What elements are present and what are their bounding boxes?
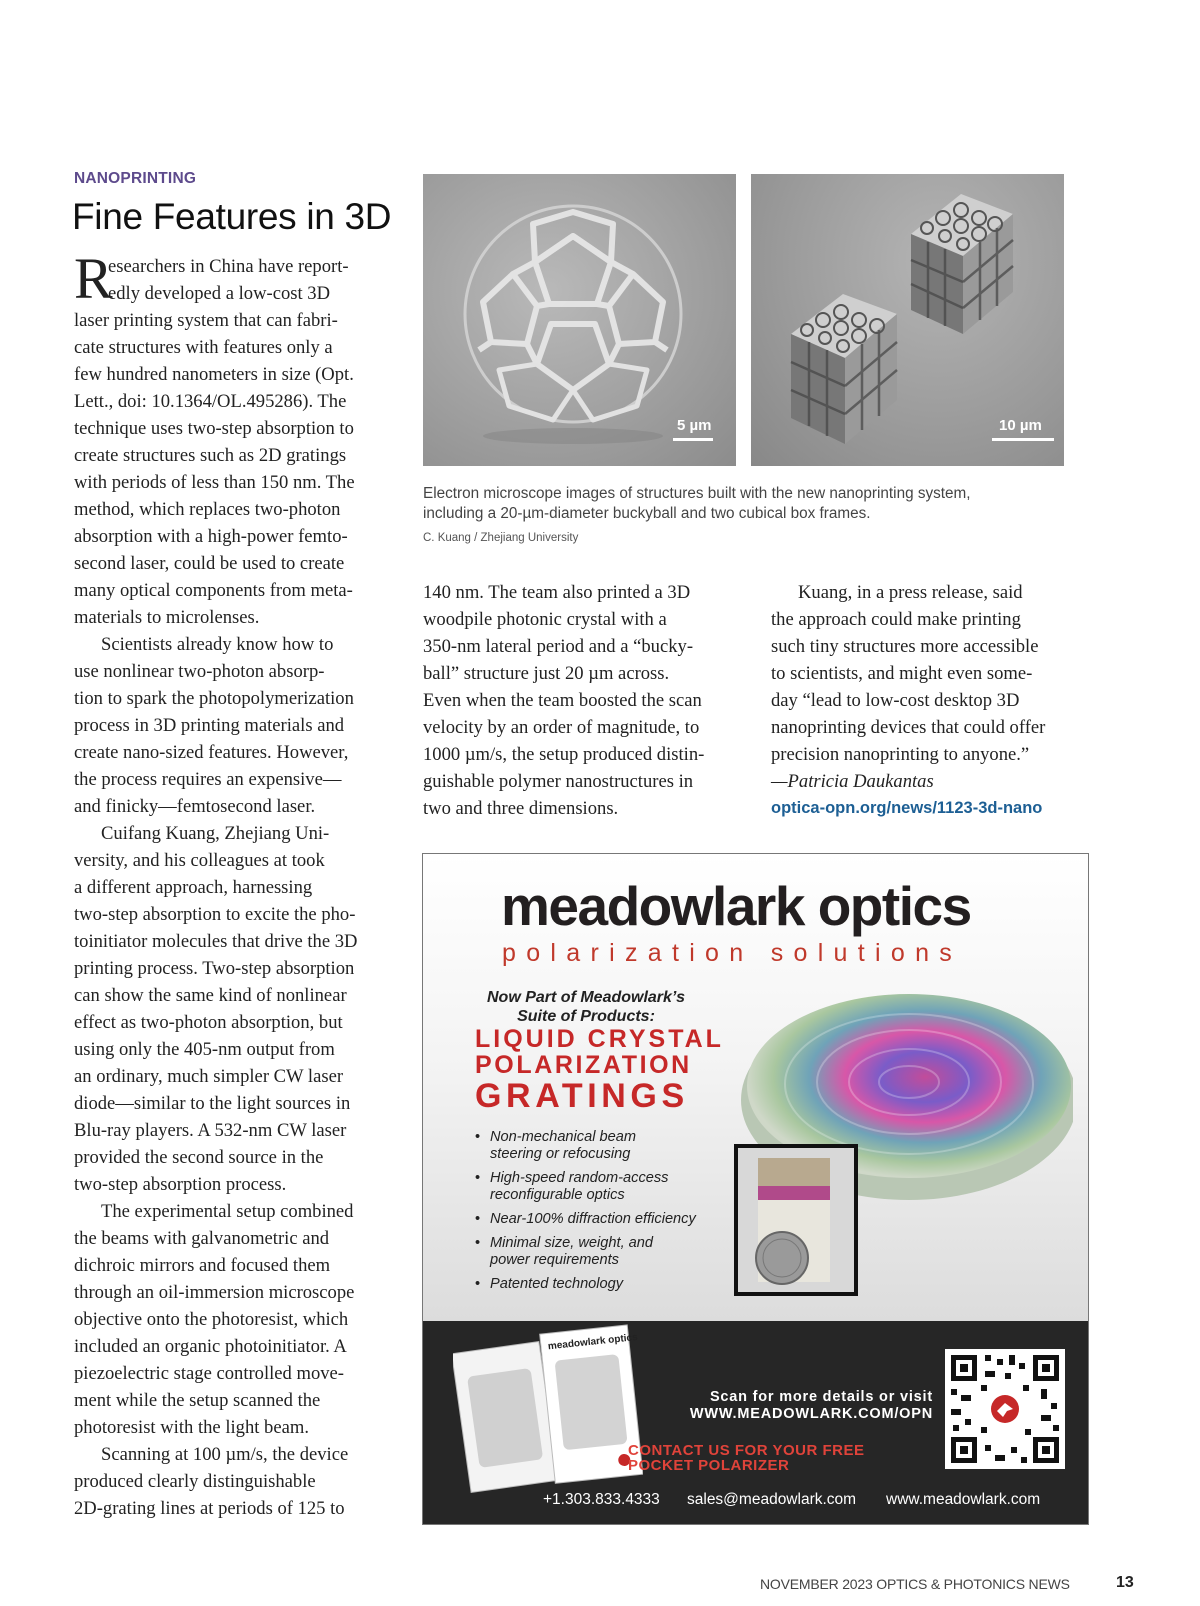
ad-feature	[475, 1211, 715, 1228]
body-line: Kuang, in a press release, said	[798, 582, 1023, 603]
caption-line: including a 20-µm-diameter buckyball and two cubical box frames.	[423, 505, 871, 522]
body-line: use nonlinear two-photon absorp-	[74, 661, 325, 682]
body-line: an ordinary, much simpler CW laser	[74, 1066, 344, 1087]
ad-phone[interactable]: +1.303.833.4333	[543, 1491, 660, 1508]
scale-label-left: 5 µm	[677, 417, 712, 434]
body-line: tion to spark the photopolymerization	[74, 688, 354, 709]
section-kicker: NANOPRINTING	[74, 170, 197, 187]
body-line: laser printing system that can fabri-	[74, 310, 338, 331]
body-line: the process requires an expensive—	[74, 769, 342, 790]
ad-product-line: GRATINGS	[475, 1077, 689, 1115]
body-line: toinitiator molecules that drive the 3D	[74, 931, 358, 952]
article-column-1	[74, 246, 399, 1522]
ad-scan-text	[690, 1389, 933, 1423]
ad-now-part	[475, 988, 697, 1026]
body-line: produced clearly distinguishable	[74, 1471, 316, 1492]
body-line: The experimental setup combined	[101, 1201, 354, 1222]
photo-credit: C. Kuang / Zhejiang University	[423, 532, 579, 544]
ad-website[interactable]: www.meadowlark.com	[886, 1491, 1041, 1508]
body-line: piezoelectric stage controlled move-	[74, 1363, 344, 1384]
advertisement[interactable]	[422, 853, 1089, 1525]
body-line: included an organic photoinitiator. A	[74, 1336, 347, 1357]
ad-scan-url[interactable]: WWW.MEADOWLARK.COM/OPN	[689, 1406, 933, 1422]
scale-label-right: 10 µm	[999, 417, 1042, 434]
article-title: Fine Features in 3D	[72, 196, 392, 237]
body-line: process in 3D printing materials and	[74, 715, 345, 736]
body-line: Even when the team boosted the scan	[423, 690, 702, 711]
body-line: guishable polymer nanostructures in	[423, 771, 694, 792]
body-line: materials to microlenses.	[74, 607, 260, 628]
body-line: method, which replaces two-photon	[74, 499, 341, 520]
body-line: such tiny structures more accessible	[771, 636, 1039, 657]
body-line: precision nanoprinting to anyone.”	[771, 744, 1030, 765]
body-line: create nano-sized features. However,	[74, 742, 349, 763]
body-line: velocity by an order of magnitude, to	[423, 717, 700, 738]
body-line: Scanning at 100 µm/s, the device	[101, 1444, 349, 1465]
pocket-polarizer-cards	[453, 1321, 643, 1496]
article-column-2	[423, 579, 743, 822]
drop-cap: R	[74, 246, 113, 311]
body-line: Lett., doi: 10.1364/OL.495286). The	[74, 391, 347, 412]
ad-inset-photo	[734, 1144, 858, 1296]
body-line: can show the same kind of nonlinear	[74, 985, 347, 1006]
polarizer-coin-image	[738, 1148, 854, 1292]
ad-bottom-bar	[423, 1321, 1088, 1525]
body-line: two and three dimensions.	[423, 798, 619, 819]
ad-feature	[475, 1235, 715, 1269]
ad-feature	[475, 1129, 715, 1163]
ad-product-line: POLARIZATION	[475, 1051, 692, 1079]
body-line: second laser, could be used to create	[74, 553, 345, 574]
ad-now-part-line: Suite of Products:	[517, 1008, 655, 1025]
body-line: Blu-ray players. A 532-nm CW laser	[74, 1120, 347, 1141]
body-line: printing process. Two-step absorption	[74, 958, 355, 979]
body-line: few hundred nanometers in size (Opt.	[74, 364, 354, 385]
body-line: cate structures with features only a	[74, 337, 333, 358]
qr-code-icon[interactable]	[945, 1349, 1065, 1469]
box-frames-photo	[751, 174, 1064, 466]
ad-feature-text: steering or refocusing	[490, 1146, 631, 1162]
ad-feature-text: • Patented technology	[490, 1276, 624, 1292]
scale-bar-right	[992, 438, 1054, 441]
ad-logo: meadowlark optics	[501, 875, 971, 937]
ad-contact-line: POCKET POLARIZER	[628, 1457, 790, 1474]
ad-product-line: LIQUID CRYSTAL	[475, 1025, 724, 1053]
body-line: many optical components from meta-	[74, 580, 353, 601]
ad-feature	[475, 1276, 715, 1293]
body-line: woodpile photonic crystal with a	[423, 609, 667, 630]
ad-feature-text: • Non-mechanical beam	[490, 1129, 637, 1145]
body-line: ment while the setup scanned the	[74, 1390, 321, 1411]
body-line: a different approach, harnessing	[74, 877, 313, 898]
body-line: 350-nm lateral period and a “bucky-	[423, 636, 694, 657]
body-line: day “lead to low-cost desktop 3D	[771, 690, 1020, 711]
ad-now-part-line: Now Part of Meadowlark’s	[487, 989, 685, 1006]
body-line: two-step absorption to excite the pho-	[74, 904, 356, 925]
card-logo-text: meadowlark optics	[547, 1331, 639, 1353]
ad-feature-list	[475, 1129, 715, 1300]
body-line: ball” structure just 20 µm across.	[423, 663, 670, 684]
body-line: 2D-grating lines at periods of 125 to	[74, 1498, 345, 1519]
body-line: dichroic mirrors and focused them	[74, 1255, 331, 1276]
article-column-3	[771, 579, 1101, 822]
ad-scan-line: Scan for more details or visit	[709, 1389, 933, 1405]
body-line: the beams with galvanometric and	[74, 1228, 330, 1249]
body-line: objective onto the photoresist, which	[74, 1309, 349, 1330]
body-line: two-step absorption process.	[74, 1174, 287, 1195]
page-number: 13	[1116, 1574, 1134, 1591]
buckyball-photo	[423, 174, 736, 466]
body-line: Scientists already know how to	[101, 634, 334, 655]
body-line: to scientists, and might even some-	[771, 663, 1033, 684]
body-line: using only the 405-nm output from	[74, 1039, 335, 1060]
ad-tagline: polarization solutions	[502, 939, 963, 967]
body-line: 1000 µm/s, the setup produced distin-	[423, 744, 705, 765]
body-line: nanoprinting devices that could offer	[771, 717, 1046, 738]
ad-contact-text	[628, 1443, 864, 1473]
body-line: through an oil-immersion microscope	[74, 1282, 355, 1303]
body-line: provided the second source in the	[74, 1147, 324, 1168]
body-line: the approach could make printing	[771, 609, 1021, 630]
figure-caption	[423, 484, 1083, 524]
ad-feature-text: • Minimal size, weight, and	[490, 1235, 654, 1251]
ad-contact-line: CONTACT US FOR YOUR FREE	[628, 1442, 865, 1459]
body-line: edly developed a low-cost 3D	[108, 283, 331, 304]
body-line: and finicky—femtosecond laser.	[74, 796, 316, 817]
body-line: absorption with a high-power femto-	[74, 526, 348, 547]
body-line: 140 nm. The team also printed a 3D	[423, 582, 691, 603]
caption-line: Electron microscope images of structures built with the new nanoprinting system,	[423, 485, 971, 502]
body-line: create structures such as 2D gratings	[74, 445, 347, 466]
ad-feature-text: • High-speed random-access	[490, 1170, 669, 1186]
body-line: technique uses two-step absorption to	[74, 418, 354, 439]
ad-feature-text: power requirements	[490, 1252, 619, 1268]
body-line: photoresist with the light beam.	[74, 1417, 309, 1438]
body-line: with periods of less than 150 nm. The	[74, 472, 355, 493]
body-line: versity, and his colleagues at took	[74, 850, 325, 871]
ad-feature-text: • Near-100% diffraction efficiency	[490, 1211, 696, 1227]
ad-feature	[475, 1170, 715, 1204]
article-byline: —Patricia Daukantas	[771, 771, 934, 792]
body-line: R esearchers in China have report-	[74, 246, 349, 311]
body-line: effect as two-photon absorption, but	[74, 1012, 343, 1033]
ad-email[interactable]: sales@meadowlark.com	[687, 1491, 857, 1508]
scale-bar-left	[673, 438, 713, 441]
ad-product-name	[475, 1026, 724, 1114]
ad-feature-text: reconfigurable optics	[490, 1187, 625, 1203]
body-line: Cuifang Kuang, Zhejiang Uni-	[101, 823, 330, 844]
footer-issue: NOVEMBER 2023 OPTICS & PHOTONICS NEWS	[760, 1576, 1070, 1592]
body-line: diode—similar to the light sources in	[74, 1093, 351, 1114]
article-link[interactable]: optica-opn.org/news/1123-3d-nano	[771, 799, 1043, 817]
